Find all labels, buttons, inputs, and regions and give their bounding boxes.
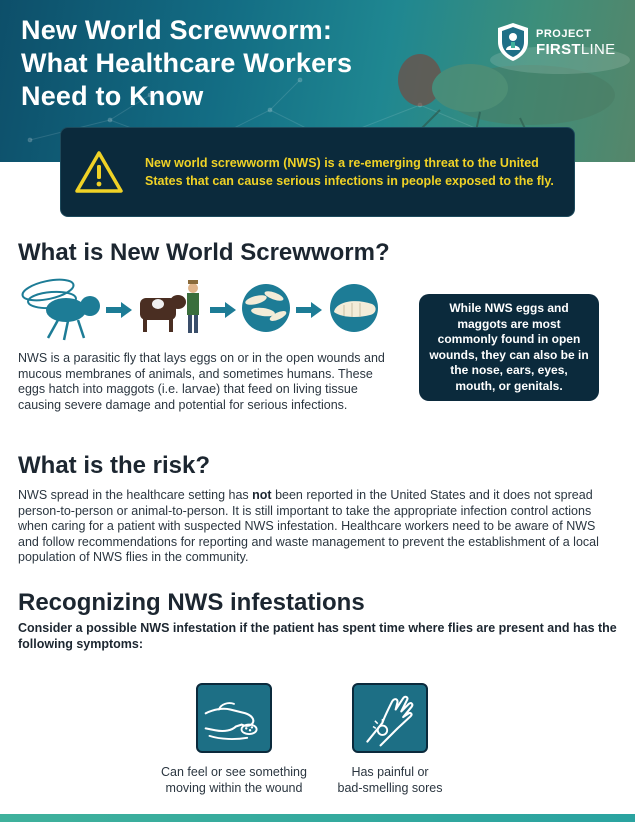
section-heading-recognizing: Recognizing NWS infestations: [18, 589, 365, 616]
maggot-icon: [330, 284, 378, 332]
logo-text-line: LINE: [580, 41, 616, 58]
fly-icon: [21, 276, 100, 340]
callout-box: [419, 294, 599, 401]
logo-text-first: FIRST: [536, 41, 581, 58]
page-title: New World Screwworm: What Healthcare Workers Need to Know: [21, 15, 353, 111]
callout-text: While NWS eggs and maggots are most commonly found in open wounds, they can also be in the nose, ears, eyes, mouth, or genitals.: [429, 301, 589, 393]
logo-text-project: PROJECT: [536, 28, 592, 40]
shield-icon: [496, 22, 530, 62]
section-heading-risk: What is the risk?: [18, 452, 211, 479]
symptom-card-sores: [352, 683, 428, 753]
arrow-right-icon: [106, 302, 132, 318]
larvae-icon: [242, 284, 290, 332]
project-firstline-logo: [496, 20, 626, 64]
risk-text-part1: NWS spread in the healthcare setting has: [18, 488, 253, 502]
arrow-right-icon: [210, 302, 236, 318]
footer-bar: [0, 814, 635, 822]
symptom-label-moving: Can feel or see something moving within the wound: [161, 765, 307, 795]
alert-box: [60, 127, 575, 217]
nws-definition-text: NWS is a parasitic fly that lays eggs on or in the open wounds and mucous membranes of animals, and sometimes humans. These eggs hatch into maggots (i.e. larvae) that feed on living tissue causing severe damage and potential for serious infections.: [18, 351, 385, 412]
lifecycle-diagram: [18, 272, 408, 344]
hand-wound-icon: [198, 685, 270, 751]
consider-text: Consider a possible NWS infestation if the patient has spent time where flies are present and has the following symptoms:: [18, 621, 617, 651]
symptom-label-sores: Has painful or bad-smelling sores: [337, 765, 443, 795]
logo-text-firstline: [536, 42, 615, 57]
risk-text: [18, 488, 618, 566]
section-heading-what-is: What is New World Screwworm?: [18, 239, 390, 266]
risk-text-emphasis: not: [252, 488, 272, 502]
arm-sore-icon: [354, 685, 426, 751]
cow-and-farmer-icon: [140, 280, 199, 333]
alert-text: New world screwworm (NWS) is a re-emerging threat to the United States that can cause serious infections in people exposed to the fly.: [145, 156, 554, 188]
risk-text-part2: been reported in the United States and it does not spread person-to-person or animal-to-person. It is still important to take the appropriate infection control actions when caring for a patient with suspected NWS infestation. Healthcare workers need to be aware of NWS and follow recommendations for reporting and waste management to prevent the establishment of a local population of NWS flies in the community.: [18, 488, 599, 564]
warning-icon: [75, 150, 123, 194]
arrow-right-icon: [296, 302, 322, 318]
symptom-card-moving: [196, 683, 272, 753]
